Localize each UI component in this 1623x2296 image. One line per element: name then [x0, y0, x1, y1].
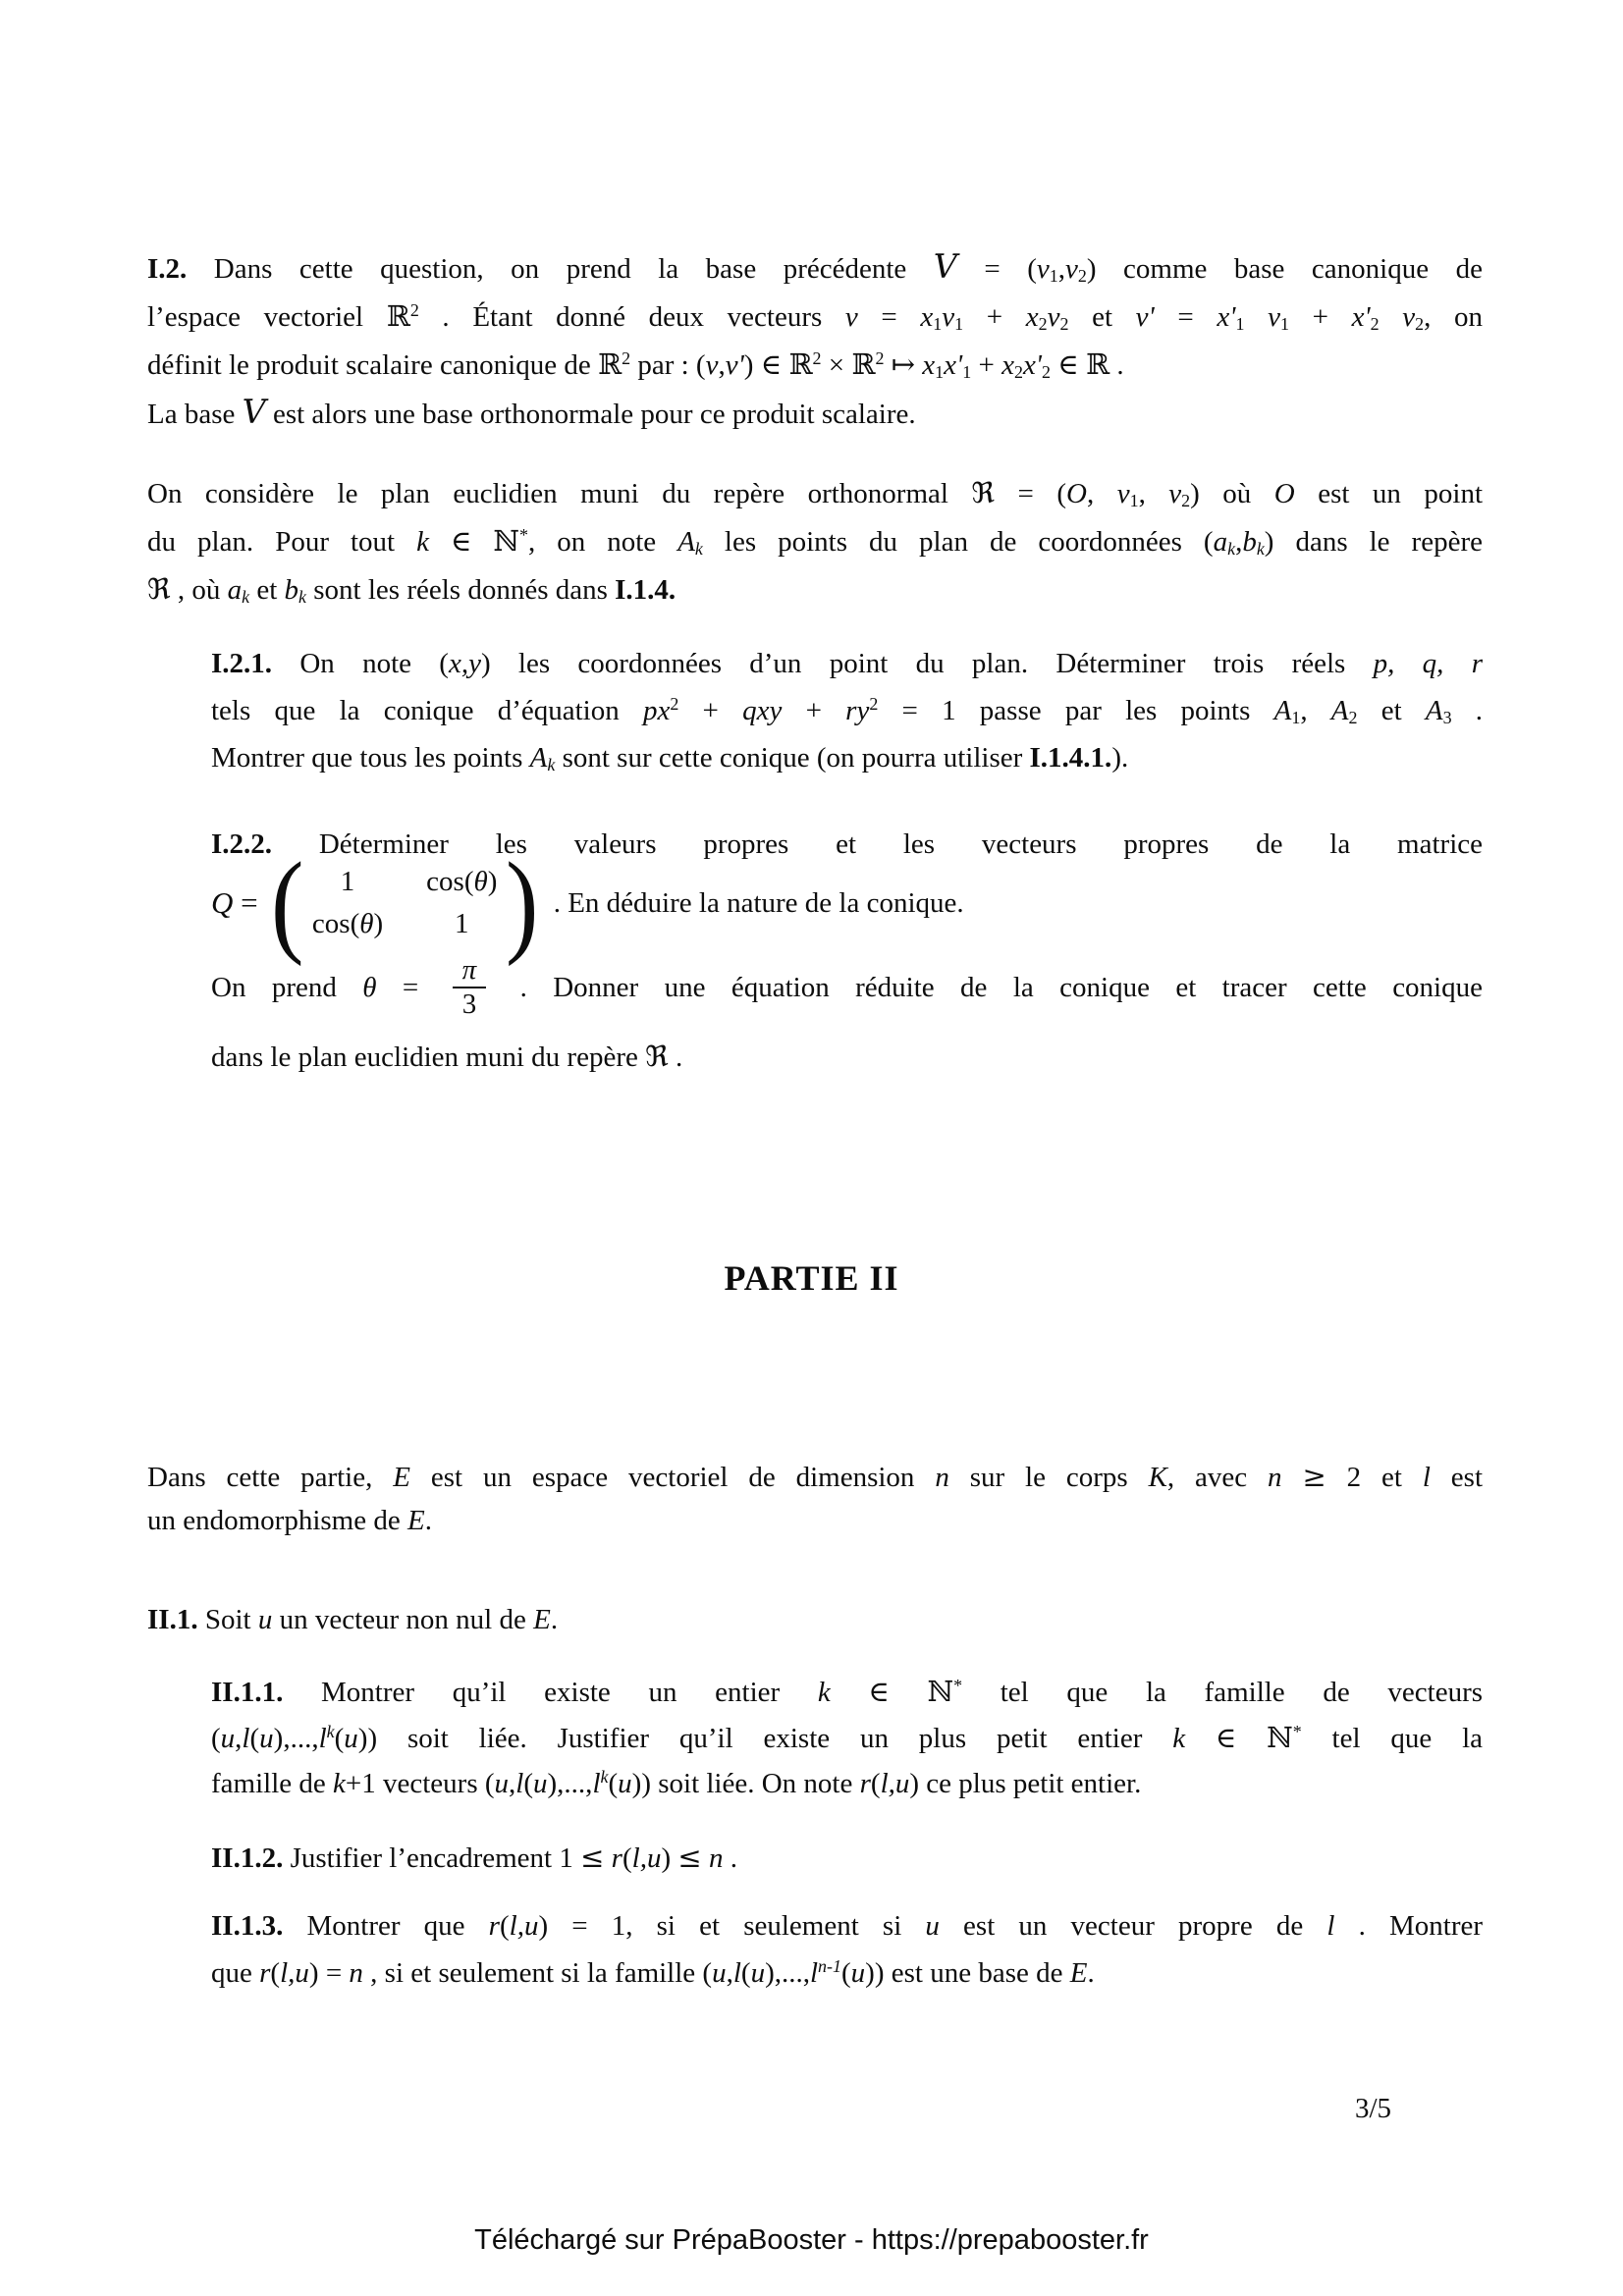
matrix-cell-12: cos(θ): [426, 866, 498, 898]
paragraph-ii1: [147, 1596, 1483, 1643]
text-line: II.1.1. Montrer qu’il existe un entier k ∈ ℕ* tel que la famille de vecteurs: [211, 1675, 1484, 1708]
footer-watermark: Téléchargé sur PrépaBooster - https://prepabooster.fr: [474, 2224, 1149, 2256]
matrix-after-text: . En déduire la nature de la conique.: [553, 886, 964, 919]
matrix-lhs: [211, 885, 258, 921]
text-line: définit le produit scalaire canonique de ℝ$^2$ par : (v,v') ∈ ℝ$^2$ × ℝ$^2$ ↦ $x_1x'_1 + x_2x'_2$ ∈ ℝ .: [147, 347, 1124, 382]
text-line: On considère le plan euclidien muni du repère orthonormal ℜ = (O, $v_1$, $v_2$) où O est un point: [147, 476, 1484, 510]
text-line: On prend θ = $\frac{\pi}{3}$ . Donner une équation réduite de la conique et tracer cette conique: [211, 954, 1483, 1021]
matrix-left-paren: (: [270, 838, 303, 967]
fraction-pi-over-3: $\frac{\pi}{3}$: [453, 954, 487, 1022]
text-line: II.1.3. Montrer que r(l,u) = 1, si et seulement si u est un vecteur propre de l . Montrer: [211, 1910, 1484, 1942]
matrix-grid: [306, 866, 504, 940]
text-line: Dans cette partie, E est un espace vectoriel de dimension n sur le corps K, avec n ≥ 2 et l est: [147, 1460, 1484, 1493]
text-line: II.1. Soit u un vecteur non nul de E.: [147, 1604, 559, 1635]
text-line: I.2.2. Déterminer les valeurs propres et les vecteurs propres de la matrice: [211, 828, 1483, 860]
matrix-symbol-q: Q: [211, 885, 234, 921]
matrix-right-paren: ): [506, 838, 539, 967]
text-line: ℜ , où $a_k$ et $b_k$ sont les réels donnés dans I.1.4.: [147, 572, 676, 607]
paragraph-i21: [211, 640, 1483, 781]
text-line: l’espace vectoriel ℝ$^2$ . Étant donné deux vecteurs $v = x_1v_1 + x_2v_2$ et $v' = x'_1$ $v_1 + x'_2$ $v_2$, on: [147, 299, 1484, 334]
equals-sign: =: [241, 885, 258, 921]
text-line: un endomorphisme de E.: [147, 1505, 432, 1536]
paragraph-ii13: [211, 1902, 1483, 1997]
text-line: dans le plan euclidien muni du repère ℜ .: [211, 1040, 683, 1073]
partie-ii-heading: PARTIE II: [724, 1258, 899, 1298]
paragraph-i2: [147, 243, 1483, 438]
paragraph-ii12: [211, 1834, 1483, 1882]
matrix-cell-11: 1: [340, 866, 355, 898]
paragraph-repere-orthonormal: [147, 469, 1483, 614]
paragraph-dans-le-plan: [211, 1033, 1483, 1081]
text-line: I.2. Dans cette question, on prend la base précédente $V = (v_1,v_2)$ comme base canonique de: [147, 247, 1483, 286]
paragraph-theta-fraction: [211, 944, 1483, 1031]
text-line: tels que la conique d’équation $px^2$ + qxy + $ry^2 = 1$ passe par les points $A_1$, $A_2$ et $A_3$ .: [211, 694, 1484, 727]
text-line: Montrer que tous les points $A_k$ sont sur cette conique (on pourra utiliser I.1.4.1.).: [211, 742, 1129, 774]
paragraph-partie2-intro: [147, 1455, 1483, 1542]
paragraph-ii11: [211, 1669, 1483, 1806]
text-line: II.1.2. Justifier l’encadrement 1 ≤ r(l,u) ≤ n .: [211, 1841, 737, 1874]
text-line: du plan. Pour tout k ∈ ℕ*, on note $A_k$ les points du plan de coordonnées $(a_k,b_k)$ dans le repère: [147, 524, 1483, 559]
text-line: que r(l,u) = n , si et seulement si la famille $(u,l(u),...,l^{n-1}(u))$ est une base de E.: [211, 1956, 1095, 1989]
page-number: 3/5: [1355, 2093, 1392, 2124]
text-line: I.2.1. On note (x,y) les coordonnées d’un point du plan. Déterminer trois réels p, q, r: [211, 648, 1483, 679]
matrix-cell-21: cos(θ): [311, 908, 384, 940]
text-line: $(u,l(u),...,l^k(u))$ soit liée. Justifier qu’il existe un plus petit entier k ∈ ℕ* tel que la: [211, 1721, 1484, 1754]
text-line: La base V est alors une base orthonormale pour ce produit scalaire.: [147, 393, 916, 431]
text-line: famille de k+1 vecteurs $(u,l(u),...,l^k(u))$ soit liée. On note r(l,u) ce plus petit entier.: [211, 1767, 1142, 1799]
matrix-cell-22: 1: [455, 908, 469, 940]
